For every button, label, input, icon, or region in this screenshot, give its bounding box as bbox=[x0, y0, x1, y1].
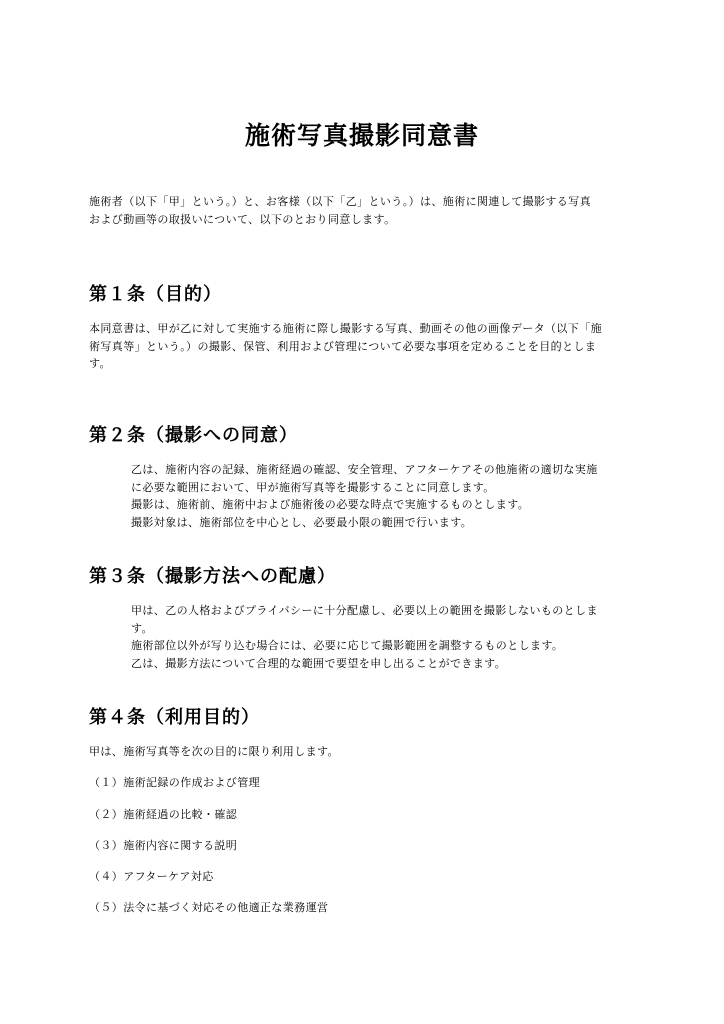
purpose-list-item: （４）アフターケア対応 bbox=[89, 870, 214, 883]
purpose-list-item: （１）施術記録の作成および管理 bbox=[89, 776, 260, 789]
intro-line: 施術者（以下「甲」という。）と、お客様（以下「乙」という。）は、施術に関連して撮影する写真 bbox=[89, 195, 591, 208]
article-2-line: 撮影は、施術前、施術中および施術後の必要な時点で実施するものとします。 bbox=[131, 498, 530, 511]
article-1-heading: 第１条（目的） bbox=[89, 284, 222, 305]
article-3-line: す。 bbox=[131, 621, 153, 635]
article-3-line: 乙は、撮影方法について合理的な範囲で要望を申し出ることができます。 bbox=[131, 656, 507, 670]
article-1-body bbox=[89, 320, 602, 373]
purpose-list-item: （３）施術内容に関する説明 bbox=[89, 839, 238, 852]
document-title: 施術写真撮影同意書 bbox=[244, 121, 479, 150]
article-2-line: に必要な範囲において、甲が施術写真等を撮影することに同意します。 bbox=[131, 480, 495, 494]
article-1-line: 術写真等」という。）の撮影、保管、利用および管理について必要な事項を定めることを目的としま bbox=[89, 339, 597, 353]
article-4-body bbox=[89, 743, 339, 761]
article-4-line: 甲は、施術写真等を次の目的に限り利用します。 bbox=[89, 745, 339, 758]
intro-paragraph bbox=[89, 193, 591, 228]
article-3-line: 甲は、乙の人格およびプライバシーに十分配慮し、必要以上の範囲を撮影しないものとしま bbox=[131, 604, 598, 617]
article-2-line: 乙は、施術内容の記録、施術経過の確認、安全管理、アフターケアその他施術の適切な実施 bbox=[131, 463, 598, 476]
article-1-line: す。 bbox=[89, 357, 111, 370]
article-3-heading: 第３条（撮影方法への配慮） bbox=[89, 566, 336, 587]
article-3-body bbox=[131, 602, 598, 672]
article-3-line: 施術部位以外が写り込む場合には、必要に応じて撮影範囲を調整するものとします。 bbox=[131, 639, 564, 652]
article-1-line: 本同意書は、甲が乙に対して実施する施術に際し撮影する写真、動画その他の画像データ（以下「施 bbox=[89, 322, 602, 335]
article-2-body bbox=[131, 461, 598, 531]
article-4-heading: 第４条（利用目的） bbox=[89, 707, 260, 728]
purpose-list-item: （５）法令に基づく対応その他適正な業務運営 bbox=[89, 901, 329, 914]
intro-line: および動画等の取扱いについて、以下のとおり同意します。 bbox=[89, 212, 396, 226]
article-2-line: 撮影対象は、施術部位を中心とし、必要最小限の範囲で行います。 bbox=[131, 515, 473, 529]
article-2-heading: 第２条（撮影への同意） bbox=[89, 425, 298, 446]
purpose-list-item: （２）施術経過の比較・確認 bbox=[89, 808, 238, 821]
